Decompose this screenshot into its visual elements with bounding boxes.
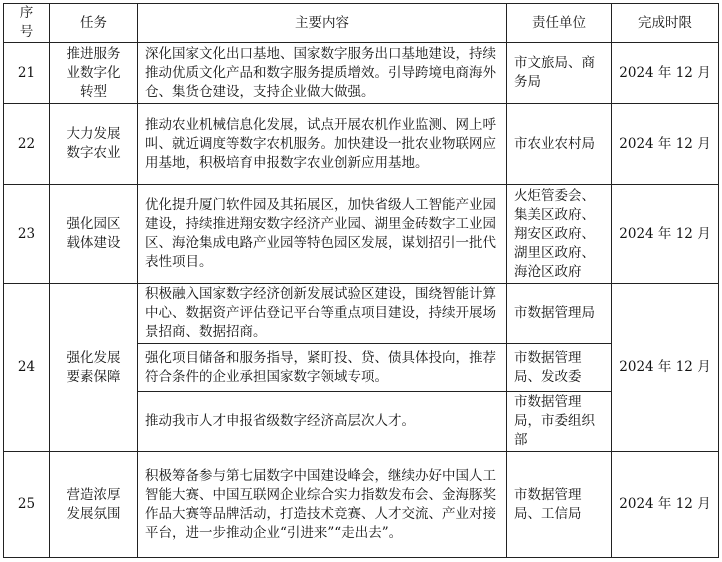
row-task: 强化发展要素保障: [50, 284, 138, 452]
table-row: [4, 452, 719, 558]
row-unit: 火炬管委会、集美区政府、翔安区政府、湖里区政府、海沧区政府: [507, 185, 612, 284]
row-time: 2024 年 12 月: [612, 284, 719, 452]
row-time: 2024 年 12 月: [612, 104, 719, 185]
row-content: 强化项目储备和服务指导，紧盯投、贷、债具体投向，推荐符合条件的企业承担国家数字领域专项。: [138, 344, 507, 392]
row-content: 优化提升厦门软件园及其拓展区，加快省级人工智能产业园建设，持续推进翔安数字经济产业园、湖里金砖数字工业园区、海沧集成电路产业园等特色园区发展，谋划招引一批代表性项目。: [138, 185, 507, 284]
row-content: 推动农业机械信息化发展，试点开展农机作业监测、网上呼叫、就近调度等数字农机服务。加快建设一批农业物联网应用基地，积极培育申报数字农业创新应用基地。: [138, 104, 507, 185]
header-task: 任务: [50, 4, 138, 43]
row-task: 营造浓厚发展氛围: [50, 452, 138, 558]
row-content: 积极筹备参与第七届数字中国建设峰会，继续办好中国人工智能大赛、中国互联网企业综合实力指数发布会、金海豚奖作品大赛等品牌活动，打造技术竞赛、人才交流、产业对接平台，进一步推动企业“引进来”“走出去”。: [138, 452, 507, 558]
row-number: 24: [4, 284, 50, 452]
row-unit: 市数据管理局，市委组织部: [507, 392, 612, 452]
task-table: [3, 3, 719, 558]
header-row: [4, 4, 719, 43]
row-unit: 市数据管理局: [507, 284, 612, 344]
row-time: 2024 年 12 月: [612, 452, 719, 558]
row-content: 深化国家文化出口基地、国家数字服务出口基地建设，持续推动优质文化产品和数字服务提质增效。引导跨境电商海外仓、集货仓建设，支持企业做大做强。: [138, 43, 507, 104]
row-unit: 市数据管理局、发改委: [507, 344, 612, 392]
row-number: 23: [4, 185, 50, 284]
row-number: 21: [4, 43, 50, 104]
row-task: 大力发展数字农业: [50, 104, 138, 185]
header-unit: 责任单位: [507, 4, 612, 43]
row-content: 推动我市人才申报省级数字经济高层次人才。: [138, 392, 507, 452]
row-number: 22: [4, 104, 50, 185]
header-no: 序号: [4, 4, 50, 43]
table-row: [4, 284, 719, 344]
row-task: 推进服务业数字化转型: [50, 43, 138, 104]
row-task: 强化园区载体建设: [50, 185, 138, 284]
row-unit: 市文旅局、商务局: [507, 43, 612, 104]
row-time: 2024 年 12 月: [612, 43, 719, 104]
header-content: 主要内容: [138, 4, 507, 43]
table-row: [4, 43, 719, 104]
table-row: [4, 104, 719, 185]
row-unit: 市数据管理局、工信局: [507, 452, 612, 558]
row-number: 25: [4, 452, 50, 558]
table-row: [4, 185, 719, 284]
row-time: 2024 年 12 月: [612, 185, 719, 284]
header-time: 完成时限: [612, 4, 719, 43]
row-content: 积极融入国家数字经济创新发展试验区建设，围绕智能计算中心、数据资产评估登记平台等重点项目建设，持续开展场景招商、数据招商。: [138, 284, 507, 344]
row-unit: 市农业农村局: [507, 104, 612, 185]
